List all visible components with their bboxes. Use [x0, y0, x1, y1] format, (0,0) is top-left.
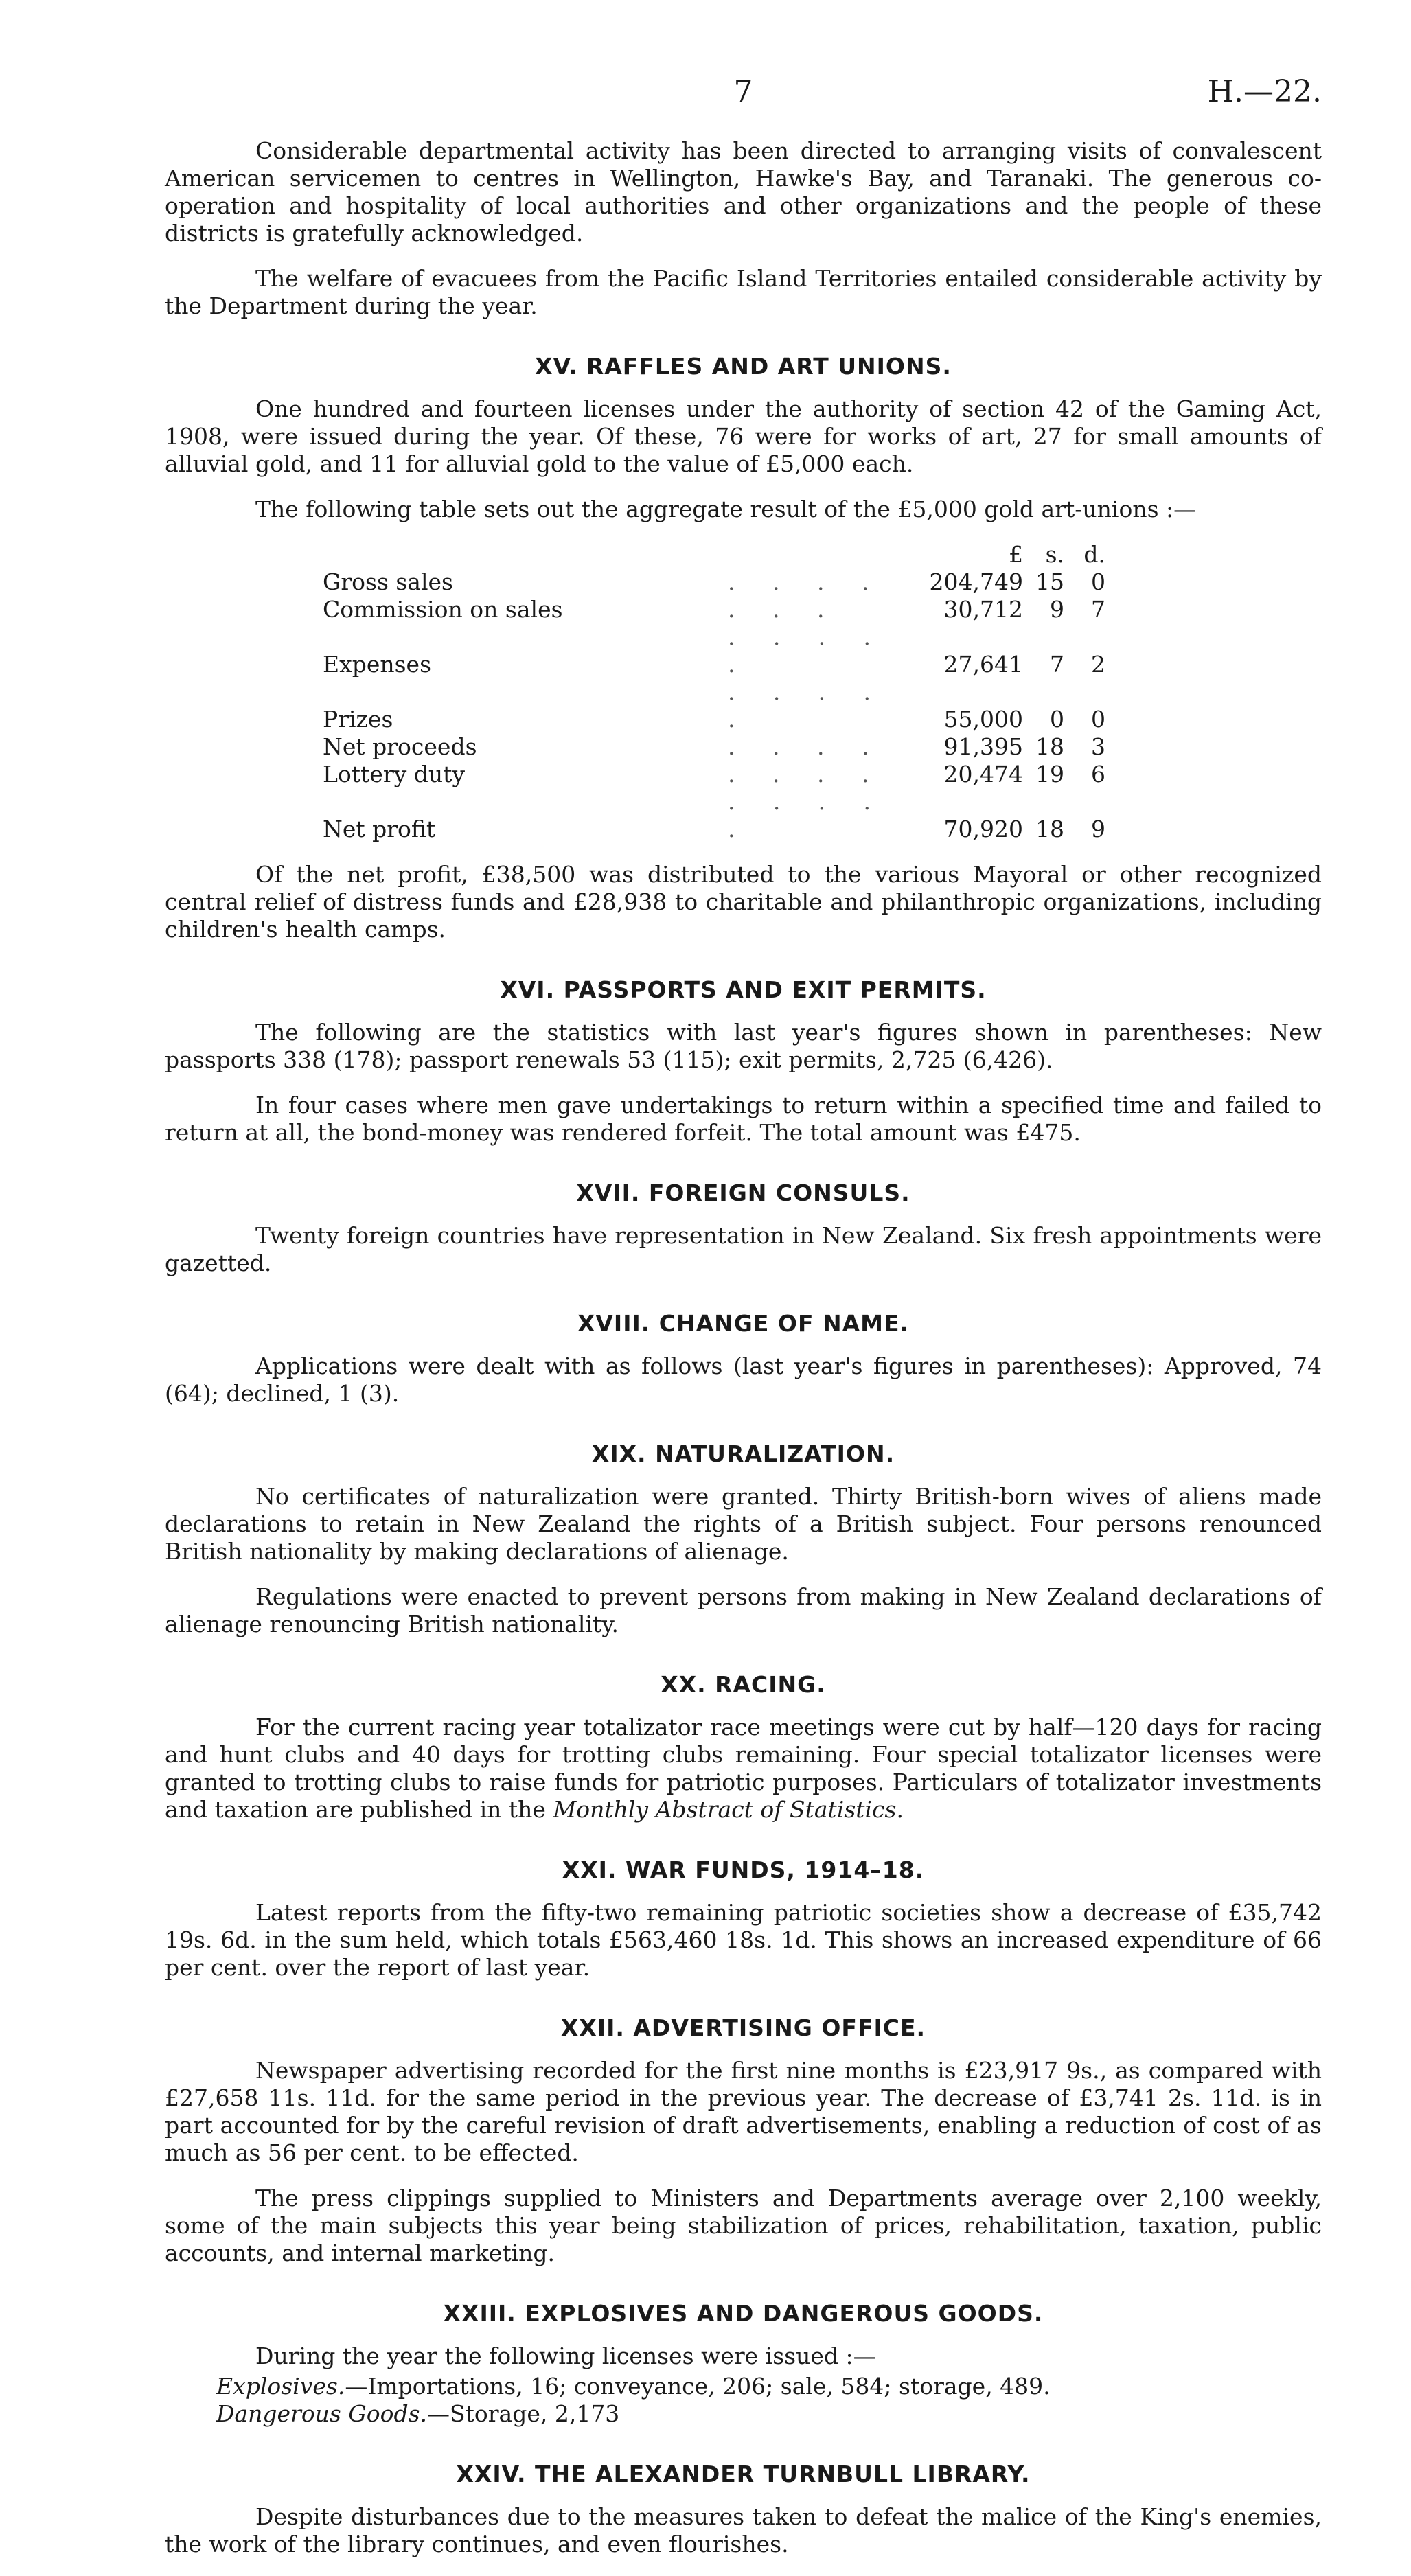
section-heading-racing: XX. RACING. — [661, 1671, 826, 1698]
paragraph: Applications were dealt with as follows (last year's figures in parentheses): Approved, 74 (64); declined, 1 (3). — [165, 1353, 1322, 1407]
shillings-cell: 9 — [1050, 596, 1064, 623]
row-label: Commission on sales — [323, 596, 563, 623]
paragraph: The following are the statistics with last year's figures shown in parentheses: New passports 338 (178); passport renewals 53 (115); exit permits, 2,725 (6,426). — [165, 1019, 1322, 1073]
pounds-cell: 55,000 — [943, 706, 1023, 733]
row-label: Expenses — [323, 651, 432, 678]
paragraph: Latest reports from the fifty-two remaining patriotic societies show a decrease of £35,742 19s. 6d. in the sum held, which totals £563,460 18s. 1d. This shows an increased expenditure of 66 per cent. over the report of last year. — [165, 1899, 1322, 1981]
paragraph: The press clippings supplied to Ministers and Departments average over 2,100 weekly, some of the main subjects this year being stabilization of prices, rehabilitation, taxation, public accounts, and internal marketing. — [165, 2185, 1322, 2266]
shillings-cell: 18 — [1035, 733, 1064, 760]
pence-cell: 0 — [1091, 568, 1105, 595]
shillings-cell: 19 — [1035, 761, 1064, 787]
list-item-label: Dangerous Goods. — [216, 2400, 428, 2427]
section-heading-raffles: XV. RAFFLES AND ART UNIONS. — [535, 353, 952, 380]
document-reference: H.—22. — [1207, 74, 1322, 109]
pounds-cell: 27,641 — [943, 651, 1023, 678]
shillings-cell: 15 — [1035, 568, 1064, 595]
paragraph — [165, 1714, 1322, 1824]
list-item — [216, 2373, 1322, 2400]
publication-title: Monthly Abstract of Statistics — [553, 1796, 897, 1823]
paragraph: No certificates of naturalization were granted. Thirty British-born wives of aliens made declarations to retain in New Zealand the rights of a British subject. Four persons renounced British nationality by making declarations of alienage. — [165, 1483, 1322, 1565]
shillings-cell: 0 — [1050, 706, 1064, 733]
section-heading-naturalization: XIX. NATURALIZATION. — [591, 1440, 895, 1467]
list-item-text: —Importations, 16; conveyance, 206; sale, 584; storage, 489. — [345, 2373, 1051, 2400]
row-label: Gross sales — [323, 568, 453, 595]
table-row: Commission on sales . . . 30,712 9 7 — [323, 596, 1105, 623]
racing-text-end: . — [896, 1796, 904, 1823]
page-number: 7 — [733, 74, 753, 109]
pounds-cell: 70,920 — [943, 816, 1023, 842]
row-label: Lottery duty — [323, 761, 466, 787]
table-row: Prizes . . . . . 55,000 0 0 — [323, 678, 1105, 733]
table-row: Gross sales . . . . 204,749 15 0 — [323, 568, 1105, 595]
table-row: Lottery duty . . . . 20,474 19 6 — [323, 761, 1105, 787]
section-heading-war-funds: XXI. WAR FUNDS, 1914–18. — [562, 1856, 925, 1883]
pence-cell: 3 — [1091, 733, 1105, 760]
pence-cell: 6 — [1091, 761, 1105, 787]
section-heading-turnbull-library: XXIV. THE ALEXANDER TURNBULL LIBRARY. — [456, 2461, 1031, 2487]
paragraph: Considerable departmental activity has been directed to arranging visits of convalescent American servicemen to centres in Wellington, Hawke's Bay, and Taranaki. The generous co-operation and hospitality of local authorities and other organizations and the people of these districts is gratefully acknowledged. — [165, 137, 1322, 246]
shillings-cell: 18 — [1035, 816, 1064, 842]
shillings-cell: 7 — [1050, 651, 1064, 678]
column-header: £ — [1009, 541, 1023, 568]
table-row: Expenses . . . . . 27,641 7 2 — [323, 623, 1105, 678]
list-item-label: Explosives. — [216, 2373, 345, 2400]
license-list — [216, 2373, 1322, 2428]
table-header-row — [323, 541, 1105, 568]
pounds-cell: 20,474 — [943, 761, 1023, 787]
row-label: Net profit — [323, 816, 436, 842]
paragraph: Regulations were enacted to prevent persons from making in New Zealand declarations of alienage renouncing British nationality. — [165, 1583, 1322, 1637]
page-header — [165, 74, 1322, 122]
table-row: Net profit . . . . . 70,920 18 9 — [323, 788, 1105, 842]
paragraph: During the year the following licenses were issued :— — [255, 2343, 876, 2369]
pence-cell: 9 — [1091, 816, 1105, 842]
section-heading-change-of-name: XVIII. CHANGE OF NAME. — [577, 1310, 910, 1337]
racing-text: For the current racing year totalizator race meetings were cut by half—120 days for racing and hunt clubs and 40 days for trotting clubs remaining. Four special totalizator licenses were granted to trotting clubs to raise funds for patriotic purposes. Particulars of totalizator investments and taxation are published in the — [165, 1714, 1322, 1823]
list-item — [216, 2400, 1322, 2428]
paragraph: One hundred and fourteen licenses under the authority of section 42 of the Gaming Act, 1908, were issued during the year. Of these, 76 were for works of art, 27 for small amounts of alluvial gold, and 11 for alluvial gold to the value of £5,000 each. — [165, 395, 1322, 477]
column-header: s. — [1045, 541, 1064, 568]
page-body — [165, 137, 1322, 2576]
paragraph: The welfare of evacuees from the Pacific Island Territories entailed considerable activity by the Department during the year. — [165, 265, 1322, 319]
pence-cell: 0 — [1091, 706, 1105, 733]
paragraph: Of the net profit, £38,500 was distributed to the various Mayoral or other recognized central relief of distress funds and £28,938 to charitable and philanthropic organizations, including children's health camps. — [165, 861, 1322, 943]
section-heading-advertising: XXII. ADVERTISING OFFICE. — [560, 2014, 926, 2041]
paragraph: Newspaper advertising recorded for the first nine months is £23,917 9s., as compared with £27,658 11s. 11d. for the same period in the previous year. The decrease of £3,741 2s. 11d. is in part accounted for by the careful revision of draft advertisements, enabling a reduction of cost of as much as 56 per cent. to be effected. — [165, 2057, 1322, 2166]
art-union-results-table — [323, 541, 1105, 843]
table-row: Net proceeds . . . . 91,395 18 3 — [323, 733, 1105, 760]
row-label: Prizes — [323, 706, 393, 733]
pounds-cell: 91,395 — [943, 733, 1023, 760]
column-header: d. — [1083, 541, 1105, 568]
list-item-text: —Storage, 2,173 — [427, 2400, 620, 2427]
pence-cell: 2 — [1091, 651, 1105, 678]
paragraph: Twenty foreign countries have representation in New Zealand. Six fresh appointments were gazetted. — [165, 1222, 1322, 1276]
section-heading-passports: XVI. PASSPORTS AND EXIT PERMITS. — [500, 976, 987, 1003]
row-label: Net proceeds — [323, 733, 477, 760]
paragraph: The following table sets out the aggregate result of the £5,000 gold art-unions :— — [255, 496, 1197, 522]
paragraph: Despite disturbances due to the measures taken to defeat the malice of the King's enemies, the work of the library continues, and even flourishes. — [165, 2503, 1322, 2557]
pounds-cell: 204,749 — [929, 568, 1023, 595]
paragraph: In four cases where men gave undertakings to return within a specified time and failed to return at all, the bond-money was rendered forfeit. The total amount was £475. — [165, 1092, 1322, 1146]
section-heading-explosives: XXIII. EXPLOSIVES AND DANGEROUS GOODS. — [443, 2300, 1044, 2327]
pence-cell: 7 — [1091, 596, 1105, 623]
section-heading-consuls: XVII. FOREIGN CONSULS. — [576, 1180, 910, 1206]
pounds-cell: 30,712 — [943, 596, 1023, 623]
